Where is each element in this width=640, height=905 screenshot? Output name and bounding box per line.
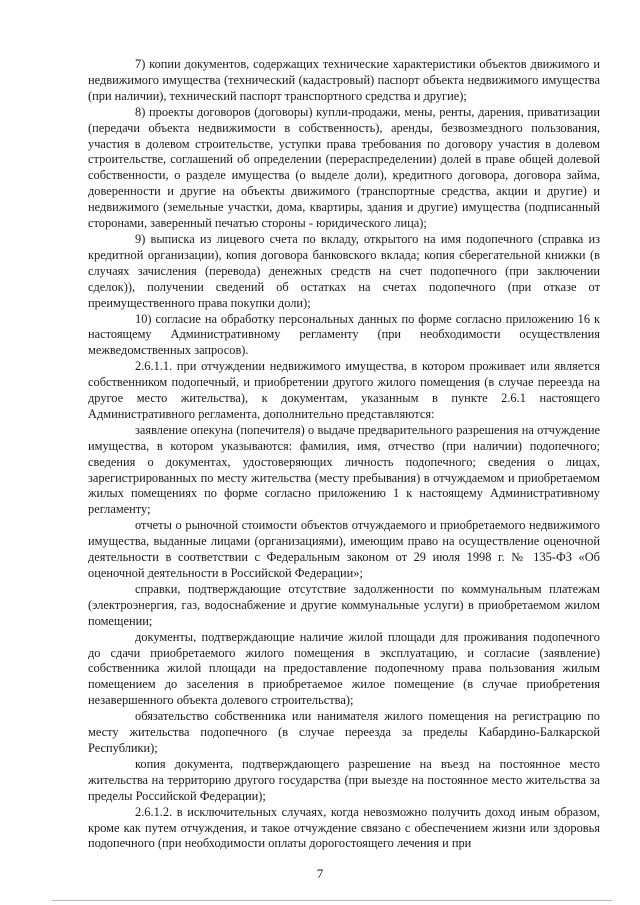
paragraph-item-9: 9) выписка из лицевого счета по вкладу, открытого на имя подопечного (справка из кредитной организации), копия договора банковского вклада; копия сберегательной книжки (в случаях зачисления (перевода) денежных средств на счет подопечного (при заключении сделок)), получении сведений об остатках на счетах подопечного (при отказе от преимущественного права покупки доли);: [88, 231, 600, 310]
paragraph-utility-certificates: справки, подтверждающие отсутствие задолженности по коммунальным платежам (электроэнергия, газ, водоснабжение и другие коммунальные услуги) в приобретаемом жилом помещении;: [88, 581, 600, 628]
paragraph-item-10: 10) согласие на обработку персональных данных по форме согласно приложению 16 к настоящему Административному регламенту (при необходимости осуществления межведомственных запросов).: [88, 311, 600, 358]
paragraph-valuation-reports: отчеты о рыночной стоимости объектов отчуждаемого и приобретаемого недвижимого имущества, выданные лицами (организациями), имеющим право на осуществление оценочной деятельности в соответствии с Федеральным законом от 29 июля 1998 г. № 135-ФЗ «Об оценочной деятельности в Российской Федерации»;: [88, 518, 600, 580]
paragraph-2-6-1-2: 2.6.1.2. в исключительных случаях, когда невозможно получить доход иным образом, кроме как путем отчуждения, и такое отчуждение связано с обеспечением жизни или здоровья подопечного (при необходимости оплаты дорогостоящего лечения и при: [88, 804, 600, 851]
paragraph-item-8: 8) проекты договоров (договоры) купли-продажи, мены, ренты, дарения, приватизации (передачи объекта недвижимости в собственность), аренды, безвозмездного пользования, участия в долевом строительстве, уступки права требования по договору участия в долевом строительстве, соглашений об определении (перераспределении) долей в праве общей долевой собственности, о разделе имущества (о выделе доли), кредитного договора, договора займа, доверенности и другие на объекты движимого (транспортные средства, акции и другие) и недвижимого (земельные участки, дома, квартиры, здания и другие) имущества (подписанный сторонами, заверенный печатью стороны - юридического лица);: [88, 104, 600, 231]
paragraph-item-7: 7) копии документов, содержащих технические характеристики объектов движимого и недвижимого имущества (технический (кадастровый) паспорт объекта недвижимого имущества (при наличии), технический паспорт транспортного средства и другие);: [88, 57, 600, 103]
paragraph-guardian-application: заявление опекуна (попечителя) о выдаче предварительного разрешения на отчуждение имущества, в котором указываются: фамилия, имя, отчество (при наличии) подопечного; сведения о документах, удостоверяющих личность подопечного; сведения о лицах, зарегистрированных по месту жительства (месту пребывания) в отчуждаемом и приобретаемом жилых помещениях по форме согласно приложению 1 к настоящему Административному регламенту;: [88, 422, 600, 517]
paragraph-2-6-1-1: 2.6.1.1. при отчуждении недвижимого имущества, в котором проживает или является собственником подопечный, и приобретении другого жилого помещения (в случае переезда на другое место жительства), к документам, указанным в пункте 2.6.1 настоящего Административного регламента, дополнительно представляются:: [88, 359, 600, 421]
paragraph-housing-documents: документы, подтверждающие наличие жилой площади для проживания подопечного до сдачи приобретаемого жилого помещения в эксплуатацию, и согласие (заявление) собственника жилой площади на предоставление подопечному права пользования жилым помещением до заселения в приобретаемое жилое помещение (в случае приобретения незавершенного объекта долевого строительства);: [88, 629, 600, 708]
page-number: 7: [316, 866, 324, 881]
paragraph-entry-permit-copy: копия документа, подтверждающего разрешение на въезд на постоянное место жительства на территорию другого государства (при выезде на постоянное место жительства за пределы Российской Федерации);: [88, 756, 600, 803]
scan-edge-divider: [52, 900, 612, 901]
paragraph-registration-obligation: обязательство собственника или нанимателя жилого помещения на регистрацию по месту жительства подопечного (в случае переезда за пределы Кабардино-Балкарской Республики);: [88, 709, 600, 755]
document-body: [88, 57, 600, 852]
